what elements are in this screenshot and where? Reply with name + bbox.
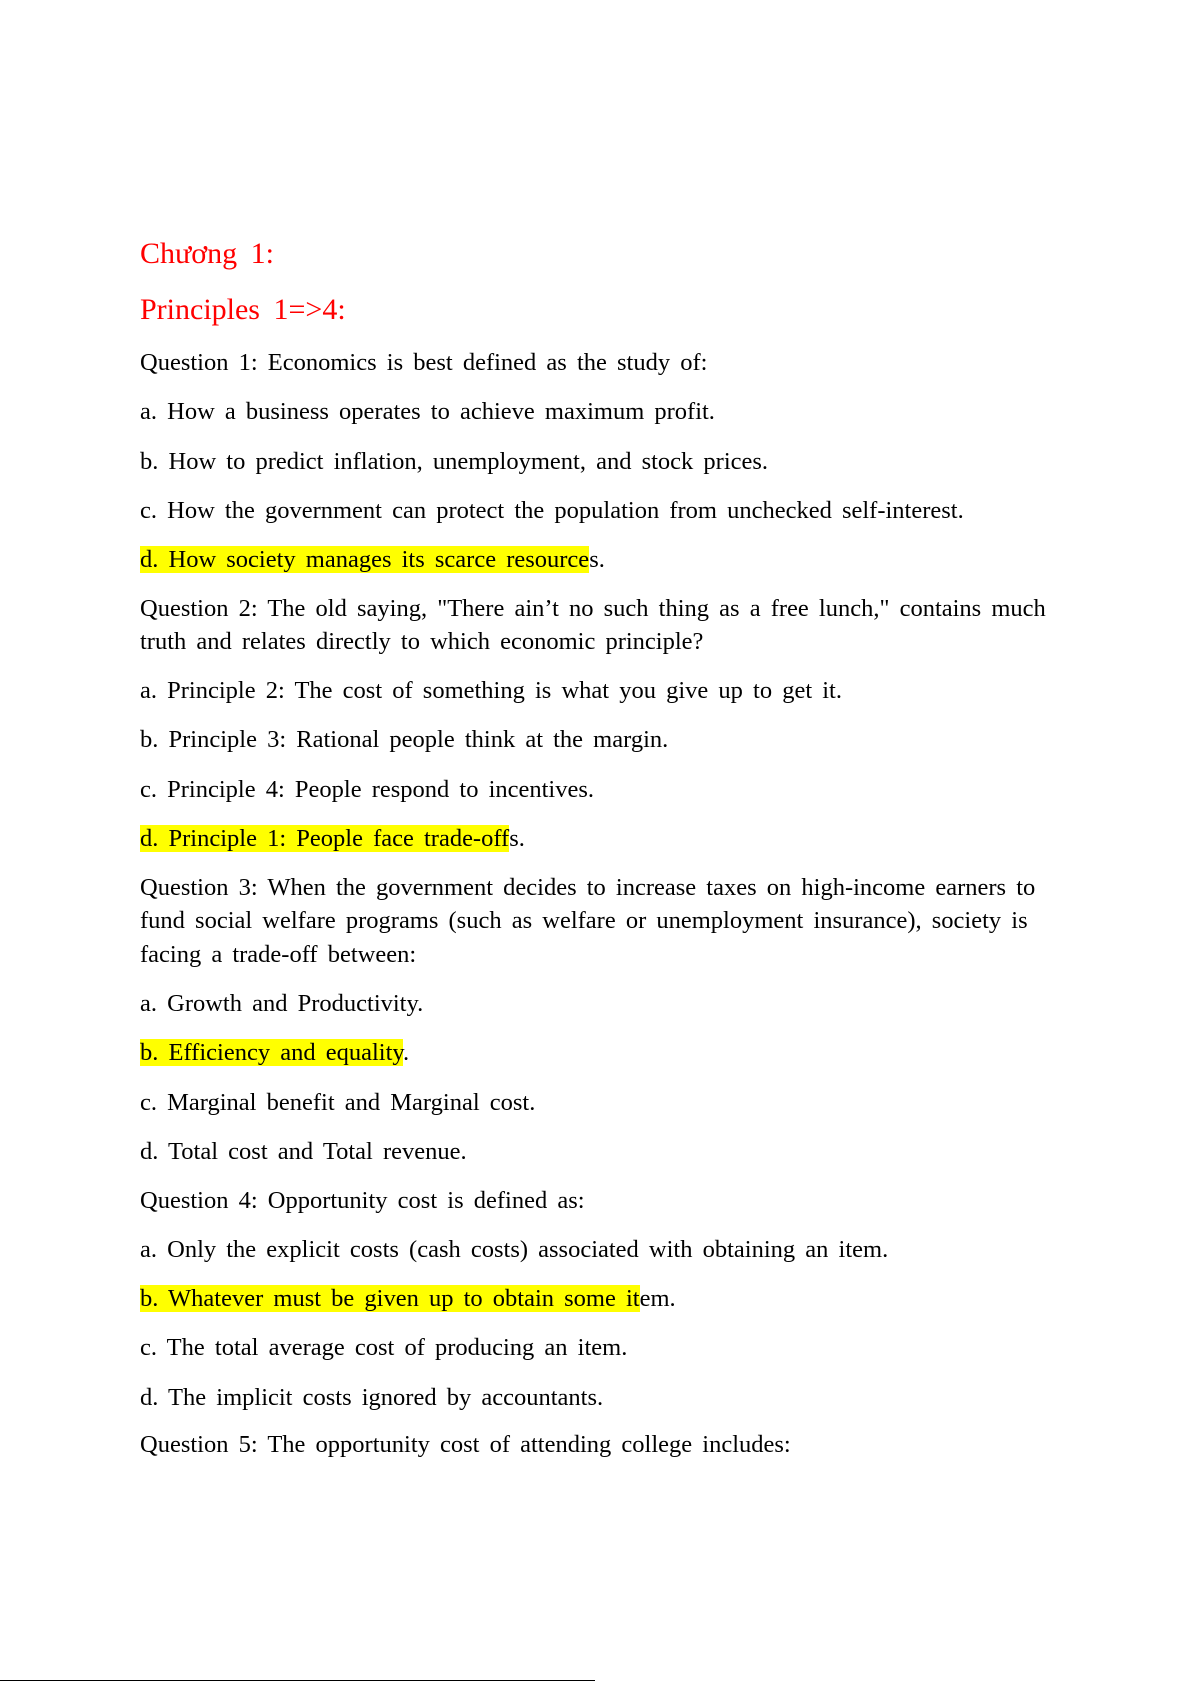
question-4-option-a: a. Only the explicit costs (cash costs) associated with obtaining an item.: [140, 1236, 889, 1263]
question-2-option-d: [140, 824, 525, 854]
question-3-option-b: [140, 1038, 409, 1068]
question-1-option-d: [140, 545, 605, 575]
question-2-option-a: a. Principle 2: The cost of something is what you give up to get it.: [140, 677, 842, 704]
question-3-option-a: a. Growth and Productivity.: [140, 990, 424, 1017]
answer-rest: .: [403, 1039, 410, 1066]
question-4-option-d: d. The implicit costs ignored by accountants.: [140, 1384, 604, 1411]
section-title: Principles 1=>4:: [140, 293, 346, 326]
question-5-prompt: Question 5: The opportunity cost of attending college includes:: [140, 1431, 791, 1458]
question-2-prompt-line-1: Question 2: The old saying, "There ain’t no such thing as a free lunch," contains much: [140, 595, 1046, 622]
question-2-option-c: c. Principle 4: People respond to incentives.: [140, 776, 595, 803]
answer-rest: em.: [639, 1285, 676, 1312]
question-1-option-a: a. How a business operates to achieve maximum profit.: [140, 398, 715, 425]
answer-rest: s.: [509, 825, 525, 852]
question-3-option-c: c. Marginal benefit and Marginal cost.: [140, 1089, 536, 1116]
answer-highlight: b. Efficiency and equality: [140, 1039, 404, 1066]
chapter-title: Chương 1:: [140, 237, 274, 270]
answer-highlight: b. Whatever must be given up to obtain some it: [140, 1285, 640, 1312]
question-1-option-b: b. How to predict inflation, unemployment, and stock prices.: [140, 448, 769, 475]
footer-rule: [0, 1680, 595, 1681]
question-1-prompt: Question 1: Economics is best defined as the study of:: [140, 349, 708, 376]
question-2-option-b: b. Principle 3: Rational people think at the margin.: [140, 726, 669, 753]
question-4-prompt: Question 4: Opportunity cost is defined as:: [140, 1187, 585, 1214]
question-1-option-c: c. How the government can protect the population from unchecked self-interest.: [140, 497, 964, 524]
question-4-option-b: [140, 1284, 676, 1314]
answer-highlight: d. Principle 1: People face trade-off: [140, 825, 510, 852]
question-3-prompt-line-2: fund social welfare programs (such as welfare or unemployment insurance), society is: [140, 907, 1028, 934]
question-3-prompt-line-1: Question 3: When the government decides to increase taxes on high-income earners to: [140, 874, 1036, 901]
question-3-prompt-line-3: facing a trade-off between:: [140, 941, 417, 968]
question-3-option-d: d. Total cost and Total revenue.: [140, 1138, 467, 1165]
question-4-option-c: c. The total average cost of producing an item.: [140, 1334, 628, 1361]
question-2-prompt-line-2: truth and relates directly to which economic principle?: [140, 628, 704, 655]
answer-highlight: d. How society manages its scarce resource: [140, 546, 590, 573]
answer-rest: s.: [589, 546, 605, 573]
